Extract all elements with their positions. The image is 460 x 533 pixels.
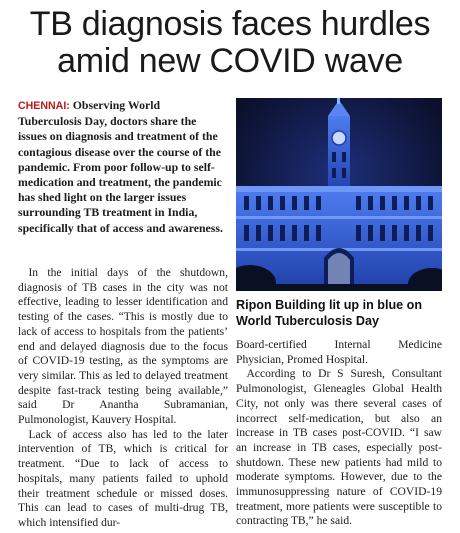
- lede-paragraph: [18, 98, 226, 236]
- body-paragraph: In the initial days of the shutdown, diagnosis of TB cases in the city was not effective, leading to lesser identification and testing of the cases. “This is mostly due to lack of access to hospitals from the patients’ end and delayed diagnosis due to the focus of COVID-19 testing, as the symptoms are very similar. This as led to delayed treatment despite fast-track testing being available,” said Dr Anantha Subramanian, Pulmonologist, Kauvery Hospital.: [18, 266, 228, 427]
- body-paragraph: Board-certified Internal Medicine Physician, Promed Hospital.: [236, 338, 442, 366]
- body-paragraph: According to Dr S Suresh, Consultant Pulmonologist, Gleneagles Global Health City, not only was there several cases of incorrect self-medication, but also an increase in TB cases post-COVID. “I saw an increase in TB cases, especially post-shutdown. These new patients had mild to moderate symptoms. However, due to the immunosuppressing nature of COVID-19 treatment, more patients were susceptible to contracting TB,” he said.: [236, 367, 442, 528]
- dateline: CHENNAI:: [18, 100, 70, 112]
- headline: [6, 6, 454, 80]
- body-column-left: [18, 266, 228, 531]
- body-paragraph: Lack of access also has led to the later intervention of TB, which is critical for treatment. “Due to lack of access to hospitals, many patients failed to uphold their treatment schedule or missed doses. This can lead to cases of multi-drug TB, which intensified dur-: [18, 427, 228, 529]
- photo-caption: Ripon Building lit up in blue on World Tuberculosis Day: [236, 298, 423, 328]
- lede-text: Observing World Tuberculosis Day, doctors share the issues on diagnosis and treatment of the contagious disease over the course of the pandemic. From poor follow-up to self-medication and treatment, the pandemic has shed light on the larger issues surrounding TB treatment in India, specifically that of access and awareness.: [18, 98, 223, 235]
- headline-line-2: amid new COVID wave: [57, 42, 403, 80]
- ripon-building-photo: [236, 98, 442, 291]
- building-illustration: [236, 98, 442, 291]
- headline-line-1: TB diagnosis faces hurdles: [29, 5, 431, 43]
- body-column-right: [236, 338, 442, 529]
